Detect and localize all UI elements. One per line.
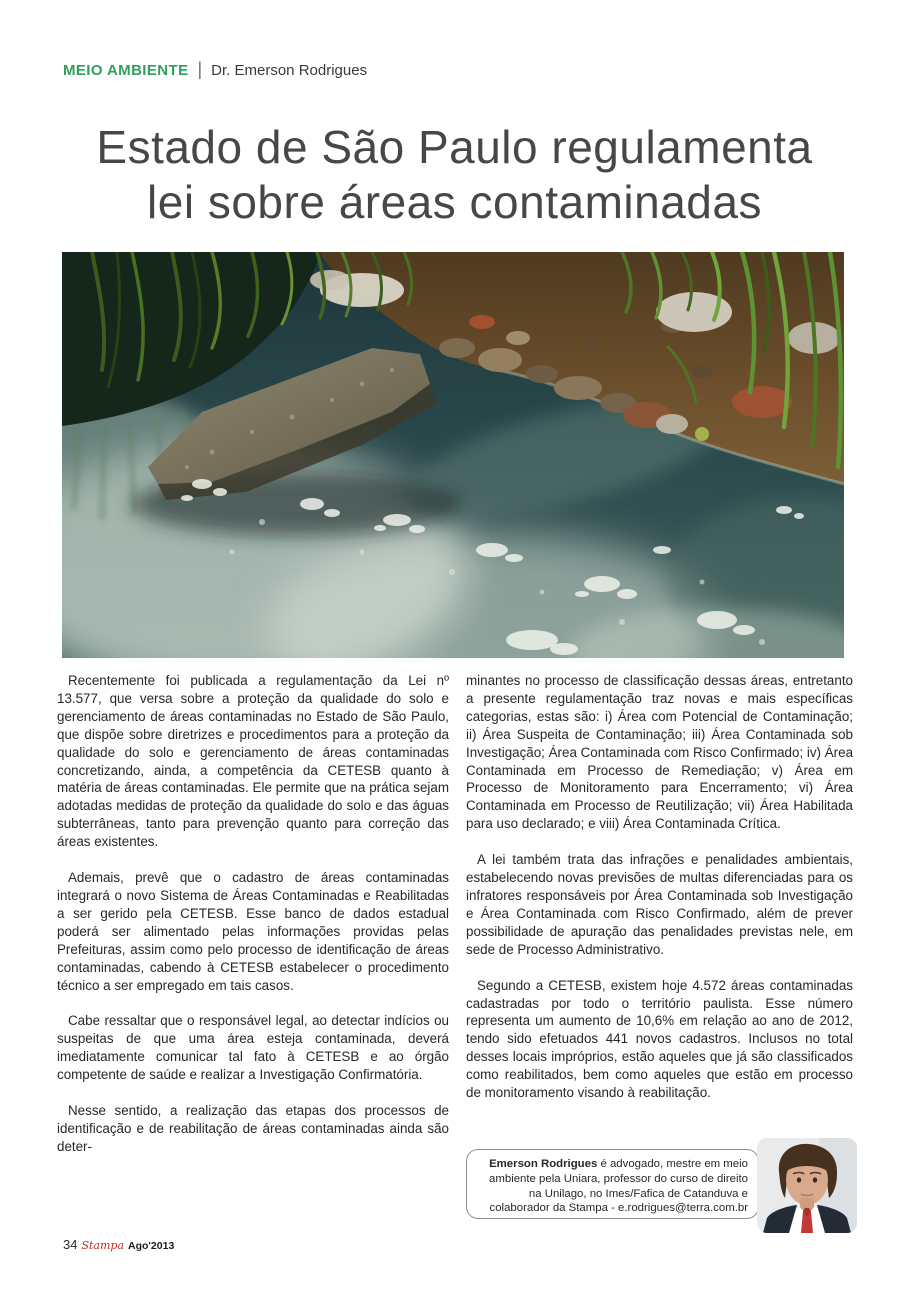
body-column-left bbox=[57, 672, 449, 1174]
author-bio-box bbox=[466, 1149, 759, 1219]
author-bio-name: Emerson Rodrigues bbox=[489, 1158, 598, 1170]
page-number: 34 bbox=[63, 1237, 78, 1252]
author-portrait-illustration bbox=[757, 1138, 857, 1233]
paragraph: Segundo a CETESB, existem hoje 4.572 áreas contaminadas cadastradas por todo o território paulista. Esse número representa um aumento de 10,6% em relação ao ano de 2012, tendo sido efetuados 441 novos cadastros. Inclusos no total desses locais impróprios, estão aqueles que já são classificados como reabilitados, bem como aqueles que estão em processo de monitoramento visando à reabilitação. bbox=[466, 977, 853, 1101]
magazine-logo: Stampa bbox=[81, 1239, 125, 1252]
article-title-line2: lei sobre áreas contaminadas bbox=[147, 176, 762, 228]
article-photo-polluted-stream bbox=[62, 252, 844, 658]
paragraph: A lei também trata das infrações e penalidades ambientais, estabelecendo novas previsões de multas diferenciadas para os infratores responsáveis por Área Contaminada sob Investigação e Área Contaminada com Risco Confirmado, além de prever possibilidade de apuração das penalidades previstas nele, em sede de Processo Administrativo. bbox=[466, 852, 853, 957]
article-title-line1: Estado de São Paulo regulamenta bbox=[96, 121, 813, 173]
author-portrait bbox=[757, 1138, 857, 1233]
paragraph: minantes no processo de classificação dessas áreas, entretanto a presente regulamentação traz novas e mais específicas categorias, estas são: i) Área com Potencial de Contaminação; ii) Área Suspeita de Contaminação; iii) Área Contaminada sob Investigação; Área Contaminada com Risco Confirmado; iv) Área Contaminada em Processo de Remediação; v) Área em Processo de Monitoramento para Encerramento; vi) Área Contaminada em Processo de Reutilização; vii) Área Habilitada para uso declarado; e viii) Área Contaminada Crítica. bbox=[466, 673, 854, 832]
article-title bbox=[0, 120, 909, 230]
issue-date: Ago'2013 bbox=[128, 1240, 175, 1252]
paragraph: Cabe ressaltar que o responsável legal, ao detectar indícios ou suspeitas de que uma área esteja contaminada, deverá imediatamente comunicar tal fato à CETESB e ao órgão competente de saúde e realizar a Investigação Confirmatória. bbox=[57, 1013, 449, 1083]
kicker-divider: | bbox=[197, 59, 203, 79]
section-kicker bbox=[63, 60, 367, 81]
polluted-stream-illustration bbox=[62, 252, 844, 658]
body-column-right bbox=[466, 672, 853, 1120]
author-bio-text: é advogado, mestre em meio ambiente pela Uniara, professor do curso de direito na Unilago, no Imes/Fafica de Catanduva e colaborador da Stampa - e.rodrigues@terra.com.br bbox=[489, 1158, 748, 1215]
page-footer bbox=[63, 1237, 174, 1252]
paragraph: Nesse sentido, a realização das etapas dos processos de identificação e de reabilitação de áreas contaminadas ainda são deter- bbox=[57, 1103, 449, 1154]
paragraph: Ademais, prevê que o cadastro de áreas contaminadas integrará o novo Sistema de Áreas Contaminadas e Reabilitadas a ser gerido pela CETESB. Esse banco de dados estadual poderá ser alimentado pelas informações providas pelas Prefeituras, assim como pelo processo de identificação de áreas contaminadas, cabendo à CETESB estabelecer o procedimento técnico a ser empregado em tais casos. bbox=[57, 870, 449, 993]
section-label: MEIO AMBIENTE bbox=[63, 62, 189, 79]
kicker-author: Dr. Emerson Rodrigues bbox=[211, 62, 368, 79]
paragraph: Recentemente foi publicada a regulamentação da Lei nº 13.577, que versa sobre a proteção da qualidade do solo e gerenciamento de áreas contaminadas no Estado de São Paulo, que dispõe sobre diretrizes e procedimentos para a proteção da qualidade do solo e gerenciamento de áreas contaminadas concretizando, ainda, a competência da CETESB quanto à matéria de áreas contaminadas. Ele permite que na prática sejam adotadas medidas de proteção da qualidade do solo e das águas subterrâneas, tanto para prevenção quanto para correção das áreas existentes. bbox=[57, 673, 449, 850]
